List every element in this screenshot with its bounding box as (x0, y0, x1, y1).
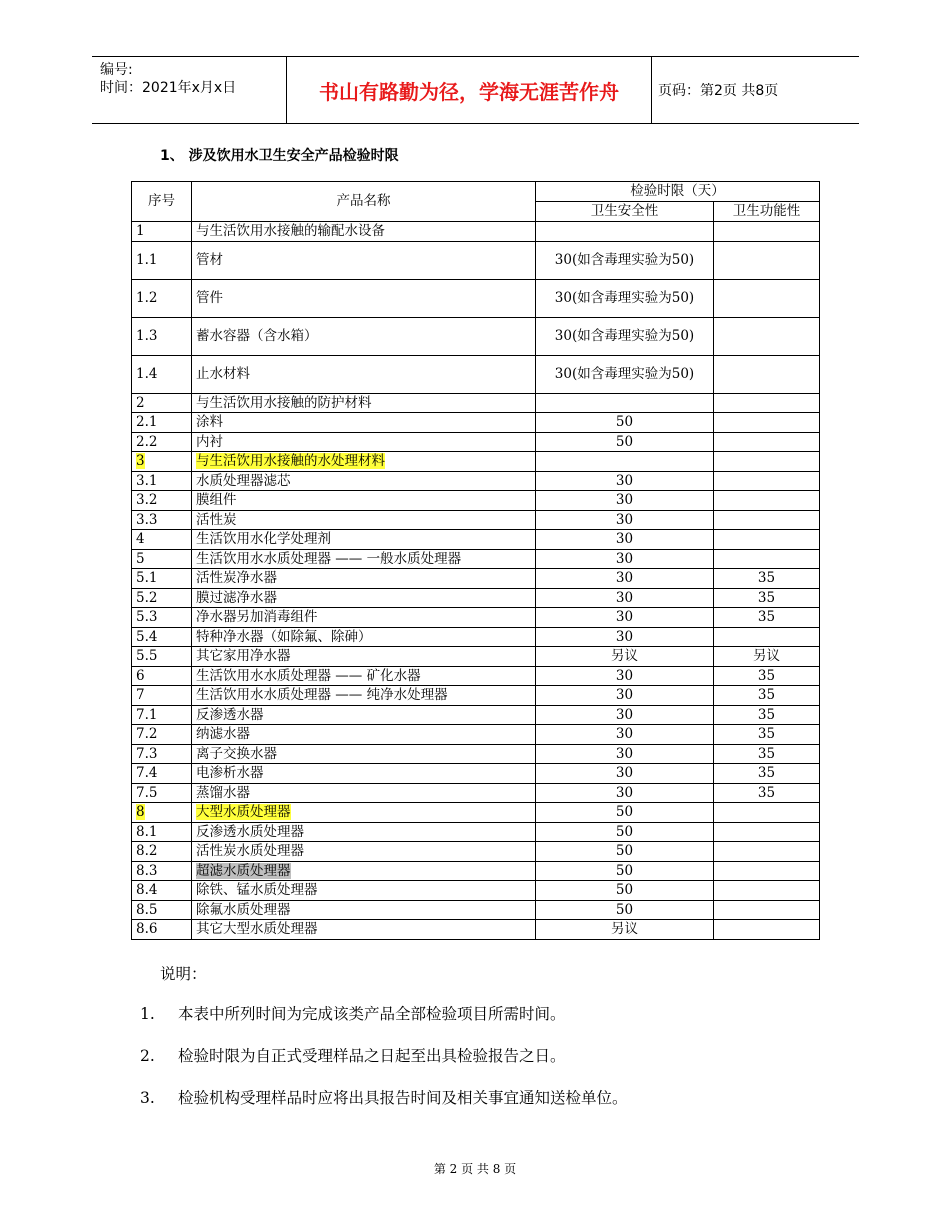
cell-function (714, 510, 820, 530)
table-row (132, 530, 820, 550)
cell-seq-text: 5.2 (136, 589, 158, 606)
cell-product-name (192, 647, 536, 667)
cell-product-name-text: 生活饮用水水质处理器 —— 一般水质处理器 (196, 550, 462, 567)
cell-seq-text: 1 (136, 223, 145, 239)
cell-seq-text: 5.5 (136, 648, 158, 664)
cell-function: 35 (714, 686, 820, 706)
cell-seq-text: 8.6 (136, 921, 158, 937)
cell-safety: 30 (536, 608, 714, 628)
note-number: 2. (140, 1047, 155, 1065)
header-safety: 卫生安全性 (536, 202, 714, 222)
cell-seq (132, 222, 192, 242)
cell-product-name (192, 413, 536, 433)
cell-safety: 30 (536, 705, 714, 725)
cell-function (714, 471, 820, 491)
cell-function (714, 279, 820, 317)
table-row (132, 491, 820, 511)
cell-product-name (192, 900, 536, 920)
note-item (140, 1089, 860, 1131)
cell-product-name-text: 膜过滤净水器 (196, 589, 277, 606)
cell-seq (132, 725, 192, 745)
cell-seq (132, 608, 192, 628)
cell-function: 35 (714, 608, 820, 628)
cell-seq (132, 881, 192, 901)
cell-product-name (192, 627, 536, 647)
cell-safety: 50 (536, 822, 714, 842)
cell-seq-text: 8.3 (136, 862, 158, 879)
cell-seq (132, 471, 192, 491)
cell-function: 35 (714, 744, 820, 764)
cell-product-name (192, 666, 536, 686)
table-row (132, 744, 820, 764)
cell-product-name (192, 393, 536, 413)
cell-product-name-text: 净水器另加消毒组件 (196, 609, 318, 625)
cell-seq (132, 920, 192, 940)
cell-seq-text: 3.3 (136, 511, 158, 528)
cell-seq (132, 317, 192, 355)
cell-seq (132, 549, 192, 569)
table-row (132, 647, 820, 667)
cell-seq-text: 7.2 (136, 726, 158, 742)
cell-product-name (192, 588, 536, 608)
cell-product-name (192, 920, 536, 940)
cell-product-name-text: 管材 (196, 251, 223, 268)
cell-seq-text: 2.1 (136, 414, 158, 430)
table-row (132, 471, 820, 491)
cell-product-name (192, 432, 536, 452)
cell-safety: 50 (536, 803, 714, 823)
header-motto: 书山有路勤为径，学海无涯苦作舟 (286, 57, 652, 123)
cell-product-name (192, 822, 536, 842)
cell-seq (132, 355, 192, 393)
cell-product-name (192, 783, 536, 803)
cell-safety: 另议 (536, 647, 714, 667)
cell-seq (132, 783, 192, 803)
table-row (132, 686, 820, 706)
cell-product-name (192, 686, 536, 706)
cell-product-name (192, 569, 536, 589)
cell-product-name (192, 549, 536, 569)
cell-seq (132, 569, 192, 589)
cell-seq-text: 2 (136, 394, 145, 411)
cell-seq (132, 413, 192, 433)
cell-product-name-text: 特种净水器（如除氟、除砷） (196, 628, 372, 645)
note-item (140, 1047, 860, 1089)
cell-seq (132, 764, 192, 784)
cell-seq-text: 7 (136, 687, 145, 703)
cell-safety: 30 (536, 627, 714, 647)
cell-product-name (192, 861, 536, 881)
document-time-label: 时间：2021年x月x日 (100, 80, 237, 96)
cell-seq-text: 4 (136, 531, 145, 547)
cell-safety: 30(如含毒理实验为50) (536, 317, 714, 355)
cell-safety: 50 (536, 881, 714, 901)
cell-product-name (192, 744, 536, 764)
cell-function: 35 (714, 764, 820, 784)
cell-product-name (192, 842, 536, 862)
cell-seq-text: 5 (136, 550, 145, 567)
cell-safety: 50 (536, 861, 714, 881)
cell-product-name (192, 317, 536, 355)
cell-seq-text: 1.1 (136, 251, 158, 268)
note-text: 检验时限为自正式受理样品之日起至出具检验报告之日。 (178, 1047, 566, 1065)
table-row (132, 549, 820, 569)
cell-product-name-text: 涂料 (196, 414, 223, 430)
table-row (132, 822, 820, 842)
cell-product-name-text: 除铁、锰水质处理器 (196, 882, 318, 898)
note-text: 本表中所列时间为完成该类产品全部检验项目所需时间。 (178, 1005, 566, 1023)
cell-function (714, 432, 820, 452)
table-row (132, 588, 820, 608)
cell-seq (132, 627, 192, 647)
cell-product-name (192, 241, 536, 279)
cell-safety (536, 452, 714, 472)
table-row (132, 317, 820, 355)
cell-seq (132, 452, 192, 472)
table-row (132, 861, 820, 881)
cell-seq-text: 3.2 (136, 492, 158, 508)
cell-seq-text: 3 (136, 453, 145, 469)
cell-seq-text: 7.4 (136, 765, 158, 781)
cell-seq (132, 510, 192, 530)
cell-function (714, 452, 820, 472)
cell-seq (132, 822, 192, 842)
cell-seq-text: 8.1 (136, 823, 158, 840)
cell-seq-text: 7.3 (136, 745, 158, 762)
table-row (132, 666, 820, 686)
cell-product-name (192, 491, 536, 511)
cell-product-name-text: 除氟水质处理器 (196, 901, 291, 918)
cell-safety: 30(如含毒理实验为50) (536, 241, 714, 279)
cell-function (714, 530, 820, 550)
table-row (132, 803, 820, 823)
cell-product-name-text: 止水材料 (196, 365, 250, 382)
table-row (132, 452, 820, 472)
cell-seq (132, 666, 192, 686)
cell-safety (536, 222, 714, 242)
cell-function (714, 861, 820, 881)
cell-product-name-text: 其它家用净水器 (196, 648, 291, 664)
cell-product-name-text: 管件 (196, 289, 223, 306)
cell-safety: 30 (536, 588, 714, 608)
table-row (132, 608, 820, 628)
cell-product-name (192, 452, 536, 472)
table-row (132, 783, 820, 803)
cell-function: 35 (714, 569, 820, 589)
table-row (132, 725, 820, 745)
cell-function (714, 355, 820, 393)
cell-seq-text: 8.5 (136, 901, 158, 918)
cell-product-name (192, 510, 536, 530)
note-item (140, 1005, 860, 1047)
cell-safety: 另议 (536, 920, 714, 940)
table-row (132, 627, 820, 647)
cell-product-name (192, 530, 536, 550)
cell-product-name-text: 膜组件 (196, 492, 237, 508)
cell-safety: 30 (536, 510, 714, 530)
cell-product-name-text: 反渗透水质处理器 (196, 823, 304, 840)
cell-seq-text: 5.4 (136, 628, 158, 645)
table-row (132, 920, 820, 940)
cell-product-name-text: 生活饮用水水质处理器 —— 矿化水器 (196, 667, 421, 684)
cell-function (714, 491, 820, 511)
table-body (132, 222, 820, 940)
cell-safety: 30 (536, 686, 714, 706)
cell-safety: 50 (536, 842, 714, 862)
page-header (92, 56, 859, 124)
table-row (132, 842, 820, 862)
cell-function: 35 (714, 783, 820, 803)
cell-product-name-text: 生活饮用水化学处理剂 (196, 531, 331, 547)
cell-safety (536, 393, 714, 413)
table-row (132, 413, 820, 433)
cell-product-name-text: 内衬 (196, 433, 223, 450)
cell-seq-text: 5.1 (136, 570, 158, 586)
cell-function (714, 413, 820, 433)
cell-product-name (192, 608, 536, 628)
cell-function (714, 920, 820, 940)
cell-function (714, 393, 820, 413)
cell-seq (132, 803, 192, 823)
cell-seq (132, 861, 192, 881)
cell-safety: 30 (536, 549, 714, 569)
cell-product-name-text: 蓄水容器（含水箱） (196, 327, 318, 344)
cell-seq-text: 1.3 (136, 327, 158, 344)
cell-seq (132, 491, 192, 511)
cell-function (714, 803, 820, 823)
cell-seq-text: 1.2 (136, 289, 158, 306)
cell-safety: 50 (536, 900, 714, 920)
header-inspection-period: 检验时限（天） (536, 182, 820, 202)
cell-product-name (192, 222, 536, 242)
table-row (132, 900, 820, 920)
cell-product-name-text: 电渗析水器 (196, 765, 264, 781)
table-row (132, 432, 820, 452)
cell-seq (132, 432, 192, 452)
table-row (132, 393, 820, 413)
cell-function (714, 627, 820, 647)
cell-safety: 50 (536, 413, 714, 433)
cell-function (714, 900, 820, 920)
table-row (132, 705, 820, 725)
table-row (132, 569, 820, 589)
cell-safety: 30 (536, 491, 714, 511)
cell-safety: 30 (536, 725, 714, 745)
cell-product-name-text: 与生活饮用水接触的水处理材料 (196, 453, 385, 469)
cell-function (714, 822, 820, 842)
cell-product-name-text: 反渗透水器 (196, 706, 264, 723)
cell-seq (132, 842, 192, 862)
table-row (132, 279, 820, 317)
cell-safety: 30 (536, 764, 714, 784)
section-title: 1、 涉及饮用水卫生安全产品检验时限 (160, 148, 399, 164)
cell-safety: 30 (536, 666, 714, 686)
cell-seq-text: 3.1 (136, 472, 158, 489)
page-footer: 第 2 页 共 8 页 (433, 1162, 517, 1176)
cell-function (714, 881, 820, 901)
cell-safety: 30 (536, 744, 714, 764)
table-row (132, 355, 820, 393)
cell-seq-text: 8 (136, 804, 145, 820)
cell-product-name (192, 355, 536, 393)
inspection-period-table (131, 181, 820, 940)
cell-seq-text: 8.4 (136, 882, 158, 898)
cell-seq (132, 530, 192, 550)
cell-seq-text: 2.2 (136, 433, 158, 450)
table-row (132, 764, 820, 784)
cell-function: 35 (714, 705, 820, 725)
cell-seq (132, 744, 192, 764)
cell-product-name-text: 活性炭净水器 (196, 570, 277, 586)
notes (140, 965, 860, 1131)
cell-seq (132, 686, 192, 706)
cell-product-name-text: 与生活饮用水接触的防护材料 (196, 394, 372, 411)
header-meta (100, 61, 286, 97)
cell-function (714, 549, 820, 569)
cell-product-name-text: 活性炭 (196, 511, 237, 528)
cell-product-name-text: 水质处理器滤芯 (196, 472, 291, 489)
cell-function: 35 (714, 666, 820, 686)
cell-seq (132, 900, 192, 920)
cell-safety: 30 (536, 530, 714, 550)
cell-seq (132, 279, 192, 317)
table-row (132, 241, 820, 279)
cell-seq (132, 393, 192, 413)
cell-product-name-text: 离子交换水器 (196, 745, 277, 762)
cell-safety: 30(如含毒理实验为50) (536, 355, 714, 393)
notes-title: 说明： (160, 965, 207, 983)
note-number: 3. (140, 1089, 155, 1107)
table-row (132, 881, 820, 901)
cell-product-name (192, 725, 536, 745)
cell-product-name (192, 881, 536, 901)
cell-product-name (192, 764, 536, 784)
cell-product-name-text: 大型水质处理器 (196, 804, 291, 820)
cell-seq (132, 705, 192, 725)
cell-seq-text: 5.3 (136, 609, 158, 625)
cell-seq (132, 647, 192, 667)
cell-product-name-text: 蒸馏水器 (196, 784, 250, 801)
cell-function: 35 (714, 725, 820, 745)
cell-product-name (192, 705, 536, 725)
cell-seq (132, 241, 192, 279)
cell-seq (132, 588, 192, 608)
table-row (132, 222, 820, 242)
cell-product-name-text: 活性炭水质处理器 (196, 843, 304, 859)
header-page-label: 页码：第2页 共8页 (658, 83, 779, 99)
cell-product-name (192, 279, 536, 317)
cell-safety: 30 (536, 569, 714, 589)
cell-safety: 30 (536, 471, 714, 491)
cell-product-name (192, 803, 536, 823)
cell-function (714, 222, 820, 242)
cell-function: 35 (714, 588, 820, 608)
cell-seq-text: 7.1 (136, 706, 158, 723)
cell-function (714, 317, 820, 355)
cell-seq-text: 7.5 (136, 784, 158, 801)
cell-product-name-text: 纳滤水器 (196, 726, 250, 742)
header-seq: 序号 (132, 182, 192, 222)
cell-product-name-text: 超滤水质处理器 (196, 862, 291, 879)
cell-product-name-text: 与生活饮用水接触的输配水设备 (196, 223, 385, 239)
cell-function (714, 842, 820, 862)
cell-product-name-text: 其它大型水质处理器 (196, 921, 318, 937)
document-number-label: 编号: (100, 62, 133, 78)
cell-safety: 30(如含毒理实验为50) (536, 279, 714, 317)
header-function: 卫生功能性 (714, 202, 820, 222)
note-number: 1. (140, 1005, 155, 1023)
cell-function (714, 241, 820, 279)
cell-product-name-text: 生活饮用水水质处理器 —— 纯净水处理器 (196, 687, 448, 703)
cell-safety: 50 (536, 432, 714, 452)
note-text: 检验机构受理样品时应将出具报告时间及相关事宜通知送检单位。 (178, 1089, 628, 1107)
cell-safety: 30 (536, 783, 714, 803)
cell-product-name (192, 471, 536, 491)
cell-seq-text: 8.2 (136, 843, 158, 859)
header-product-name: 产品名称 (192, 182, 536, 222)
cell-seq-text: 1.4 (136, 365, 158, 382)
cell-seq-text: 6 (136, 667, 145, 684)
table-row (132, 510, 820, 530)
cell-function: 另议 (714, 647, 820, 667)
